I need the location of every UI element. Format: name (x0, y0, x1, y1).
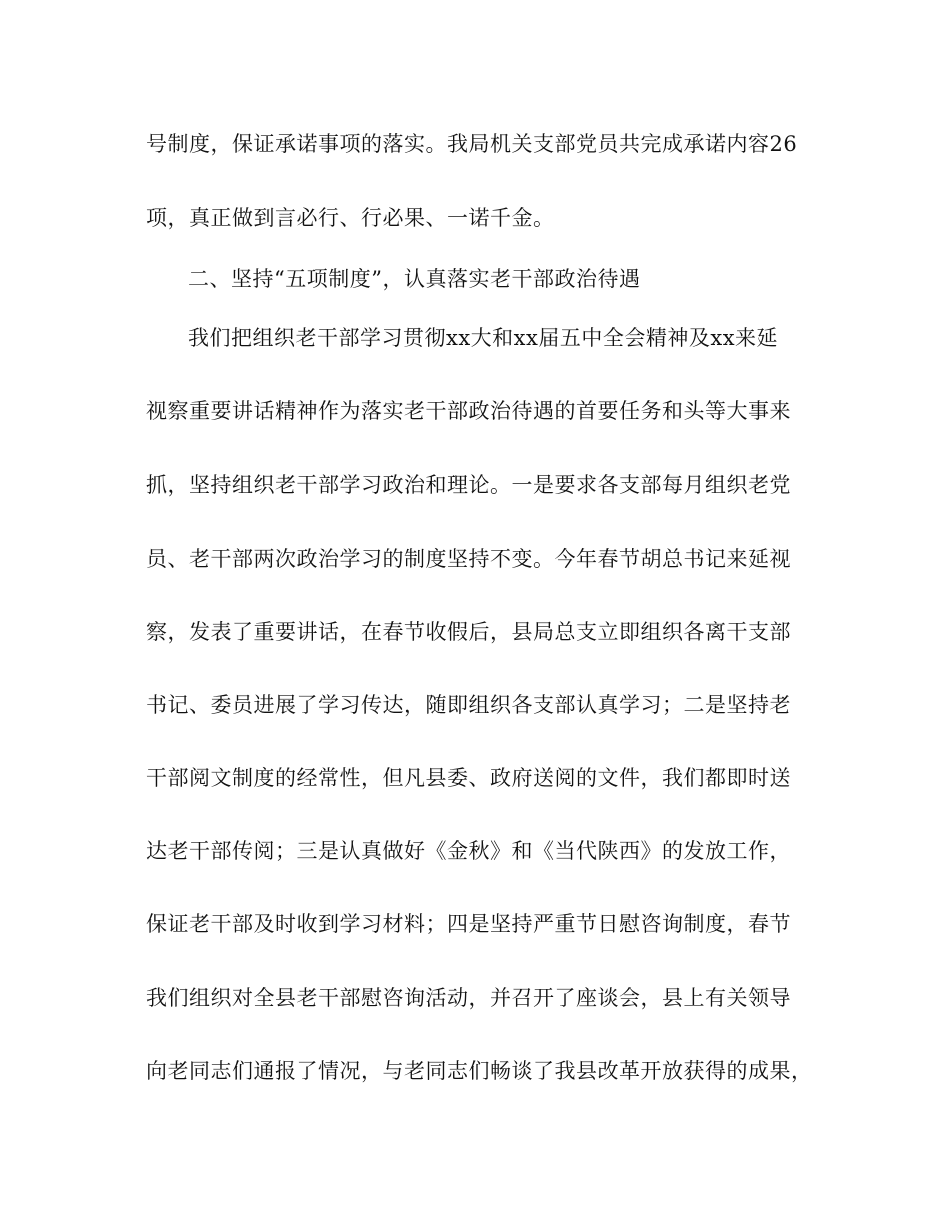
text-line: 向老同志们通报了情况，与老同志们畅谈了我县改革开放获得的成果， (146, 1059, 813, 1083)
text-line: 项，真正做到言必行、行必果、一诺千金。 (146, 206, 555, 230)
text-line: 察，发表了重要讲话，在春节收假后，县局总支立即组织各离干支部 (146, 620, 791, 644)
text-line: 号制度，保证承诺事项的落实。我局机关支部党员共完成承诺内容26 (146, 132, 798, 156)
text-line: 达老干部传阅；三是认真做好《金秋》和《当代陕西》的发放工作， (146, 839, 791, 863)
text-line: 保证老干部及时收到学习材料；四是坚持严重节日慰咨询制度，春节 (146, 912, 791, 936)
text-line: 员、老干部两次政治学习的制度坚持不变。今年春节胡总书记来延视 (146, 547, 791, 571)
section-heading: 二、坚持“五项制度”，认真落实老干部政治待遇 (188, 267, 641, 291)
text-line: 视察重要讲话精神作为落实老干部政治待遇的首要任务和头等大事来 (146, 399, 791, 423)
paragraph-first-line: 我们把组织老干部学习贯彻xx大和xx届五中全会精神及xx来延 (188, 326, 779, 350)
text-line: 干部阅文制度的经常性，但凡县委、政府送阅的文件，我们都即时送 (146, 766, 791, 790)
text-line: 书记、委员进展了学习传达，随即组织各支部认真学习；二是坚持老 (146, 693, 791, 717)
text-line: 抓，坚持组织老干部学习政治和理论。一是要求各支部每月组织老党 (146, 473, 791, 497)
text-line: 我们组织对全县老干部慰咨询活动，并召开了座谈会，县上有关领导 (146, 986, 791, 1010)
